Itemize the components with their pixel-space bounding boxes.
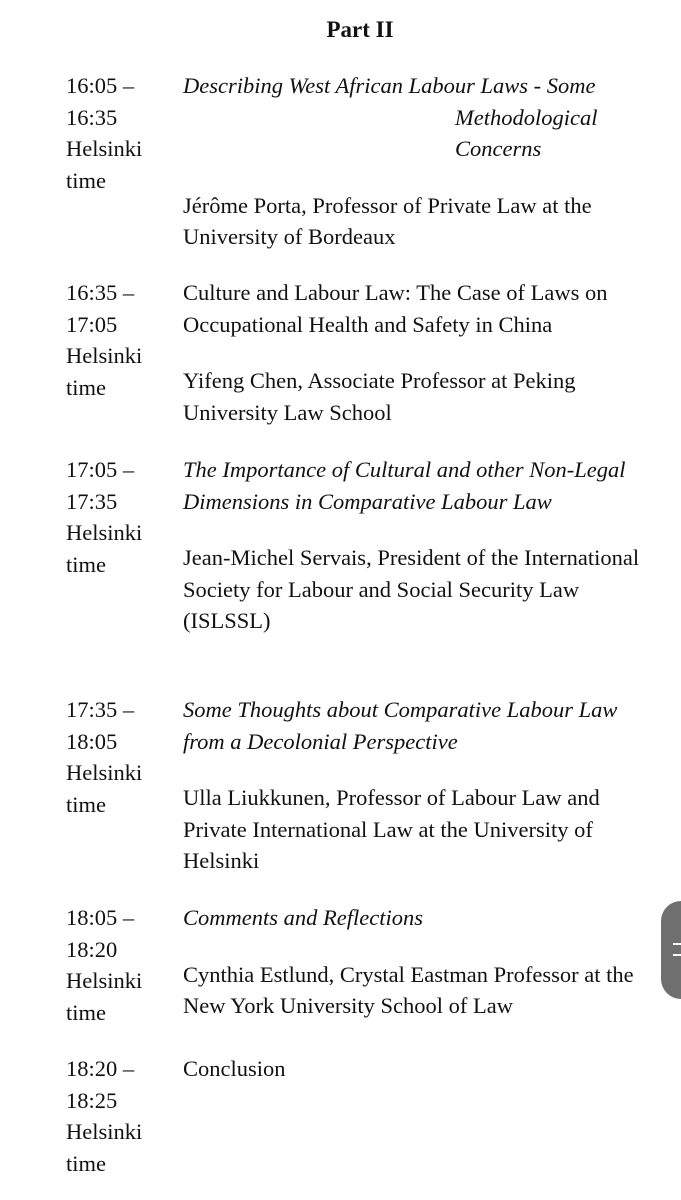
time-zone-suffix: time xyxy=(66,374,106,400)
time-end: 18:25 xyxy=(66,1087,118,1113)
talk-title-line: Describing West African Labour Laws - Some xyxy=(183,73,596,98)
talk-title: The Importance of Cultural and other Non-Legal Dimensions in Comparative Labour Law xyxy=(183,457,626,514)
time-zone: Helsinki xyxy=(66,136,143,161)
session-body xyxy=(183,454,663,637)
time-zone: Helsinki xyxy=(66,1119,143,1144)
session-time xyxy=(66,1053,166,1179)
time-start: 17:05 – xyxy=(66,457,135,482)
session-body xyxy=(183,1053,663,1085)
session-body xyxy=(183,277,663,428)
time-start: 16:05 – xyxy=(66,73,135,98)
time-zone: Helsinki xyxy=(66,520,143,545)
speaker: Jean-Michel Servais, President of the International Society for Labour and Social Security Law (ISLSSL) xyxy=(183,545,640,633)
session-time xyxy=(66,277,166,403)
time-zone-suffix: time xyxy=(66,551,106,577)
speaker: Cynthia Estlund, Crystal Eastman Professor at the New York University School of Law xyxy=(183,961,634,1018)
talk-title: Comments and Reflections xyxy=(183,905,423,930)
grip-line-icon xyxy=(673,954,681,956)
session-body xyxy=(183,70,663,253)
talk-title-line: Concerns xyxy=(455,136,542,161)
time-end: 17:35 xyxy=(66,488,118,514)
talk-title: Some Thoughts about Comparative Labour Law from a Decolonial Perspective xyxy=(183,697,618,754)
session-time xyxy=(66,454,166,580)
time-zone-suffix: time xyxy=(66,1150,106,1176)
time-zone: Helsinki xyxy=(66,343,143,368)
time-zone-suffix: time xyxy=(66,999,106,1025)
time-end: 16:35 xyxy=(66,104,118,130)
talk-title-line: Methodological xyxy=(455,104,598,130)
page-title: Part II xyxy=(326,17,394,42)
scroll-handle[interactable] xyxy=(661,901,681,999)
time-zone-suffix: time xyxy=(66,791,106,817)
time-zone: Helsinki xyxy=(66,968,143,993)
time-zone-suffix: time xyxy=(66,167,106,193)
time-end: 18:05 xyxy=(66,728,118,754)
session-time xyxy=(66,902,166,1028)
session-body xyxy=(183,694,663,877)
time-start: 16:35 – xyxy=(66,280,135,305)
speaker: Jérôme Porta, Professor of Private Law at the University of Bordeaux xyxy=(183,192,592,249)
speaker: Ulla Liukkunen, Professor of Labour Law and Private International Law at the University of Helsinki xyxy=(183,785,600,873)
session-time xyxy=(66,70,166,196)
talk-title xyxy=(183,70,663,165)
grip-line-icon xyxy=(673,943,681,945)
speaker: Yifeng Chen, Associate Professor at Peking University Law School xyxy=(183,368,576,425)
time-start: 17:35 – xyxy=(66,697,135,722)
time-start: 18:05 – xyxy=(66,905,135,930)
time-end: 18:20 xyxy=(66,936,118,962)
time-end: 17:05 xyxy=(66,311,118,337)
session-body xyxy=(183,902,663,1022)
talk-title: Conclusion xyxy=(183,1056,286,1081)
talk-title: Culture and Labour Law: The Case of Laws on Occupational Health and Safety in China xyxy=(183,280,608,337)
time-start: 18:20 – xyxy=(66,1056,135,1081)
session-time xyxy=(66,694,166,820)
time-zone: Helsinki xyxy=(66,760,143,785)
